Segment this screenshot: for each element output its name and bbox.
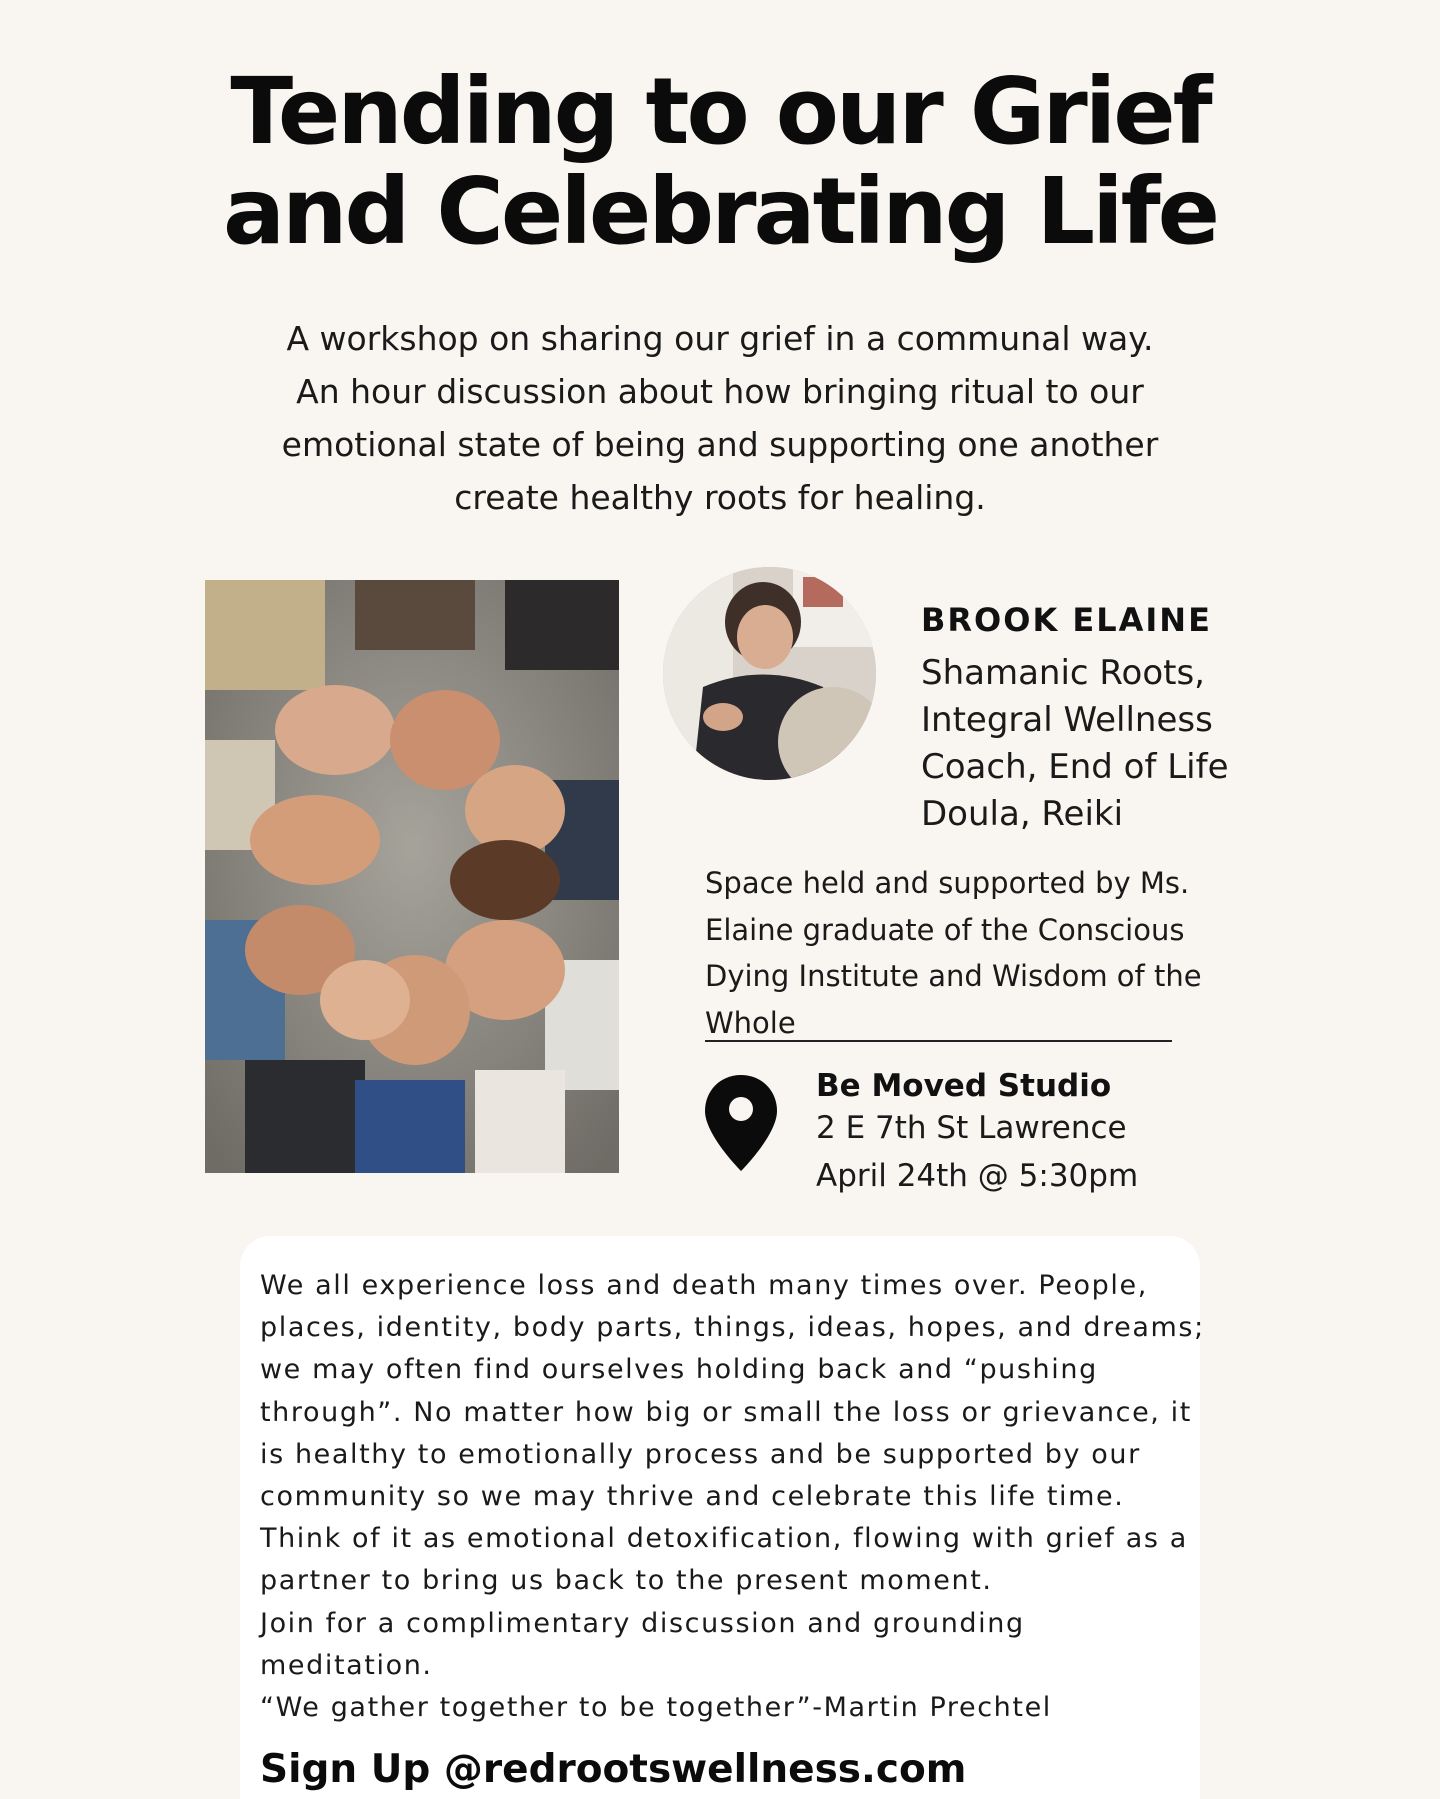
intro-line: emotional state of being and supporting one another [281,425,1159,464]
venue-address: 2 E 7th St Lawrence [816,1110,1127,1146]
speaker-role-line: Doula, Reiki [921,794,1124,834]
event-intro [220,312,1220,524]
description-line: is healthy to emotionally process and be supported by our [260,1438,1141,1470]
event-title [0,58,1440,265]
speaker-bio-line: Whole [705,1005,796,1040]
event-title-line-2: and Celebrating Life [222,158,1218,265]
speaker-bio-line: Elaine graduate of the Conscious [705,912,1185,947]
event-title-line-1: Tending to our Grief [230,58,1210,165]
intro-line: create healthy roots for healing. [454,478,986,517]
venue-name: Be Moved Studio [816,1068,1112,1104]
divider [705,1040,1172,1042]
speaker-portrait [663,567,876,780]
description-line: Join for a complimentary discussion and grounding [260,1607,1025,1639]
event-description [260,1265,1205,1729]
intro-line: An hour discussion about how bringing ritual to our [296,372,1144,411]
description-line: through”. No matter how big or small the loss or grievance, it [260,1396,1192,1428]
speaker-bio-line: Dying Institute and Wisdom of the [705,959,1202,993]
holding-hands-photo [205,580,619,1173]
speaker-bio [705,860,1205,1046]
location-pin-icon [703,1073,779,1173]
speaker-role-line: Integral Wellness [921,700,1213,740]
event-datetime: April 24th @ 5:30pm [816,1158,1139,1194]
signup-link[interactable]: Sign Up @redrootswellness.com [260,1747,967,1792]
description-line: partner to bring us back to the present moment. [260,1565,993,1597]
speaker-role-line: Shamanic Roots, [921,653,1205,693]
description-line: places, identity, body parts, things, ideas, hopes, and dreams; [260,1312,1205,1344]
description-line: Think of it as emotional detoxification, flowing with grief as a [260,1523,1188,1555]
description-line: we may often find ourselves holding back and “pushing [260,1354,1098,1386]
speaker-role-line: Coach, End of Life [921,747,1229,787]
speaker-roles [921,650,1281,838]
description-line: community so we may thrive and celebrate this life time. [260,1481,1125,1513]
description-line: “We gather together to be together”-Martin Prechtel [260,1692,1052,1724]
speaker-name: BROOK ELAINE [921,601,1212,639]
description-line: meditation. [260,1649,433,1681]
speaker-bio-line: Space held and supported by Ms. [705,866,1190,900]
intro-line: A workshop on sharing our grief in a communal way. [286,319,1154,358]
description-line: We all experience loss and death many times over. People, [260,1270,1148,1301]
